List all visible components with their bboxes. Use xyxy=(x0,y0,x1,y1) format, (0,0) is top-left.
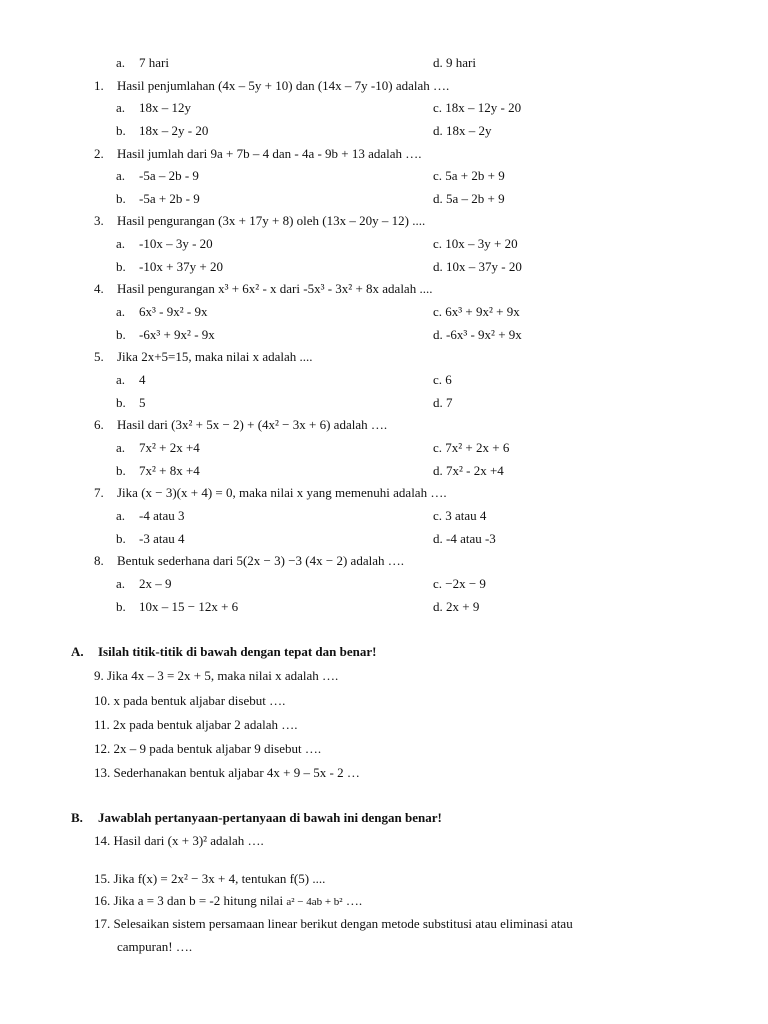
option-row xyxy=(0,573,768,595)
option-letter: a. xyxy=(116,372,126,387)
question-row xyxy=(0,75,768,97)
question-number: 8. xyxy=(94,553,104,568)
question-prefix: 16. Jika a = 3 dan b = -2 hitung nilai xyxy=(94,893,287,908)
option-letter: b. xyxy=(116,531,126,546)
option-d: d. 7 xyxy=(433,395,453,410)
option-letter: b. xyxy=(116,599,126,614)
question-row xyxy=(0,414,768,436)
question-text: 17. Selesaikan sistem persamaan linear berikut dengan metode substitusi atau eliminasi atau xyxy=(94,916,573,931)
question-row xyxy=(0,210,768,232)
option-b: -3 atau 4 xyxy=(139,531,185,546)
option-d: d. -6x³ - 9x² + 9x xyxy=(433,327,522,342)
option-letter: a. xyxy=(116,168,126,183)
option-c: c. 6 xyxy=(433,372,452,387)
question-row xyxy=(0,714,768,736)
question-row xyxy=(0,690,768,712)
section-letter: B. xyxy=(71,810,83,825)
option-c: c. 18x – 12y - 20 xyxy=(433,100,522,115)
option-a: 6x³ - 9x² - 9x xyxy=(139,304,208,319)
option-a: 7 hari xyxy=(139,55,169,70)
option-letter: a. xyxy=(116,100,126,115)
section-title: Jawablah pertanyaan-pertanyaan di bawah ini dengan benar! xyxy=(98,810,442,825)
question-row-continuation xyxy=(0,936,768,958)
question-number: 7. xyxy=(94,485,104,500)
section-title: Isilah titik-titik di bawah dengan tepat dan benar! xyxy=(98,644,377,659)
question-text: Hasil pengurangan x³ + 6x² - x dari -5x³ - 3x² + 8x adalah .... xyxy=(117,281,433,296)
option-d: d. 2x + 9 xyxy=(433,599,480,614)
question-suffix: …. xyxy=(342,893,363,908)
question-text: Hasil jumlah dari 9a + 7b – 4 dan - 4a - 9b + 13 adalah …. xyxy=(117,146,422,161)
question-row xyxy=(0,890,768,912)
option-d: d. 9 hari xyxy=(433,55,476,70)
option-letter: b. xyxy=(116,463,126,478)
question-row xyxy=(0,913,768,935)
section-heading xyxy=(0,641,768,663)
question-number: 3. xyxy=(94,213,104,228)
question-number: 5. xyxy=(94,349,104,364)
option-b: 7x² + 8x +4 xyxy=(139,463,200,478)
question-text: 14. Hasil dari (x + 3)² adalah …. xyxy=(94,833,264,848)
question-row xyxy=(0,738,768,760)
option-b: 18x – 2y - 20 xyxy=(139,123,209,138)
option-row xyxy=(0,52,768,74)
option-b: -5a + 2b - 9 xyxy=(139,191,200,206)
option-row xyxy=(0,165,768,187)
option-row xyxy=(0,437,768,459)
option-row xyxy=(0,596,768,618)
option-c: c. 5a + 2b + 9 xyxy=(433,168,505,183)
question-text: Hasil penjumlahan (4x – 5y + 10) dan (14x – 7y -10) adalah …. xyxy=(117,78,450,93)
question-number: 4. xyxy=(94,281,104,296)
option-a: 2x – 9 xyxy=(139,576,172,591)
option-d: d. 5a – 2b + 9 xyxy=(433,191,505,206)
option-d: d. 18x – 2y xyxy=(433,123,492,138)
question-text: Bentuk sederhana dari 5(2x − 3) −3 (4x − 2) adalah …. xyxy=(117,553,404,568)
option-letter: b. xyxy=(116,327,126,342)
question-text: Jika 2x+5=15, maka nilai x adalah .... xyxy=(117,349,313,364)
option-c: c. 7x² + 2x + 6 xyxy=(433,440,510,455)
option-b: 10x – 15 − 12x + 6 xyxy=(139,599,239,614)
question-number: 2. xyxy=(94,146,104,161)
option-letter: b. xyxy=(116,123,126,138)
option-letter: a. xyxy=(116,236,126,251)
option-letter: a. xyxy=(116,440,126,455)
question-row xyxy=(0,762,768,784)
question-row xyxy=(0,278,768,300)
option-c: c. 3 atau 4 xyxy=(433,508,487,523)
question-row xyxy=(0,143,768,165)
question-text: Hasil pengurangan (3x + 17y + 8) oleh (13x – 20y – 12) .... xyxy=(117,213,426,228)
option-letter: a. xyxy=(116,304,126,319)
section-heading xyxy=(0,807,768,829)
option-row xyxy=(0,324,768,346)
math-expression: a² − 4ab + b² xyxy=(286,896,343,908)
option-b: 5 xyxy=(139,395,146,410)
option-d: d. 10x – 37y - 20 xyxy=(433,259,522,274)
option-a: 4 xyxy=(139,372,146,387)
question-text: Jika (x − 3)(x + 4) = 0, maka nilai x yang memenuhi adalah …. xyxy=(117,485,447,500)
option-row xyxy=(0,120,768,142)
option-letter: b. xyxy=(116,259,126,274)
option-row xyxy=(0,505,768,527)
option-a: -10x – 3y - 20 xyxy=(139,236,213,251)
option-d: d. 7x² - 2x +4 xyxy=(433,463,504,478)
option-row xyxy=(0,256,768,278)
option-letter: b. xyxy=(116,191,126,206)
option-b: -10x + 37y + 20 xyxy=(139,259,223,274)
option-letter: a. xyxy=(116,576,126,591)
question-text: 15. Jika f(x) = 2x² − 3x + 4, tentukan f(5) .... xyxy=(94,871,326,886)
question-row xyxy=(0,346,768,368)
option-row xyxy=(0,233,768,255)
question-number: 6. xyxy=(94,417,104,432)
option-row xyxy=(0,460,768,482)
question-number: 1. xyxy=(94,78,104,93)
option-a: 18x – 12y xyxy=(139,100,191,115)
question-row xyxy=(0,550,768,572)
option-a: -5a – 2b - 9 xyxy=(139,168,199,183)
question-text: 12. 2x – 9 pada bentuk aljabar 9 disebut …. xyxy=(94,741,322,756)
question-text: Hasil dari (3x² + 5x − 2) + (4x² − 3x + 6) adalah …. xyxy=(117,417,388,432)
option-c: c. −2x − 9 xyxy=(433,576,486,591)
option-a: -4 atau 3 xyxy=(139,508,185,523)
option-d: d. -4 atau -3 xyxy=(433,531,496,546)
option-row xyxy=(0,392,768,414)
question-text xyxy=(94,890,362,913)
option-row xyxy=(0,301,768,323)
option-c: c. 10x – 3y + 20 xyxy=(433,236,518,251)
option-c: c. 6x³ + 9x² + 9x xyxy=(433,304,520,319)
option-row xyxy=(0,97,768,119)
option-row xyxy=(0,369,768,391)
question-row xyxy=(0,482,768,504)
question-text: 11. 2x pada bentuk aljabar 2 adalah …. xyxy=(94,717,298,732)
question-text: campuran! …. xyxy=(117,939,193,954)
question-text: 9. Jika 4x – 3 = 2x + 5, maka nilai x adalah …. xyxy=(94,668,339,683)
question-row xyxy=(0,830,768,852)
option-row xyxy=(0,188,768,210)
option-letter: b. xyxy=(116,395,126,410)
option-a: 7x² + 2x +4 xyxy=(139,440,200,455)
option-row xyxy=(0,528,768,550)
question-text: 13. Sederhanakan bentuk aljabar 4x + 9 – 5x - 2 … xyxy=(94,765,360,780)
option-letter: a. xyxy=(116,508,126,523)
question-row xyxy=(0,665,768,687)
question-text: 10. x pada bentuk aljabar disebut …. xyxy=(94,693,286,708)
option-letter: a. xyxy=(116,55,126,70)
section-letter: A. xyxy=(71,644,84,659)
question-row xyxy=(0,868,768,890)
option-b: -6x³ + 9x² - 9x xyxy=(139,327,215,342)
